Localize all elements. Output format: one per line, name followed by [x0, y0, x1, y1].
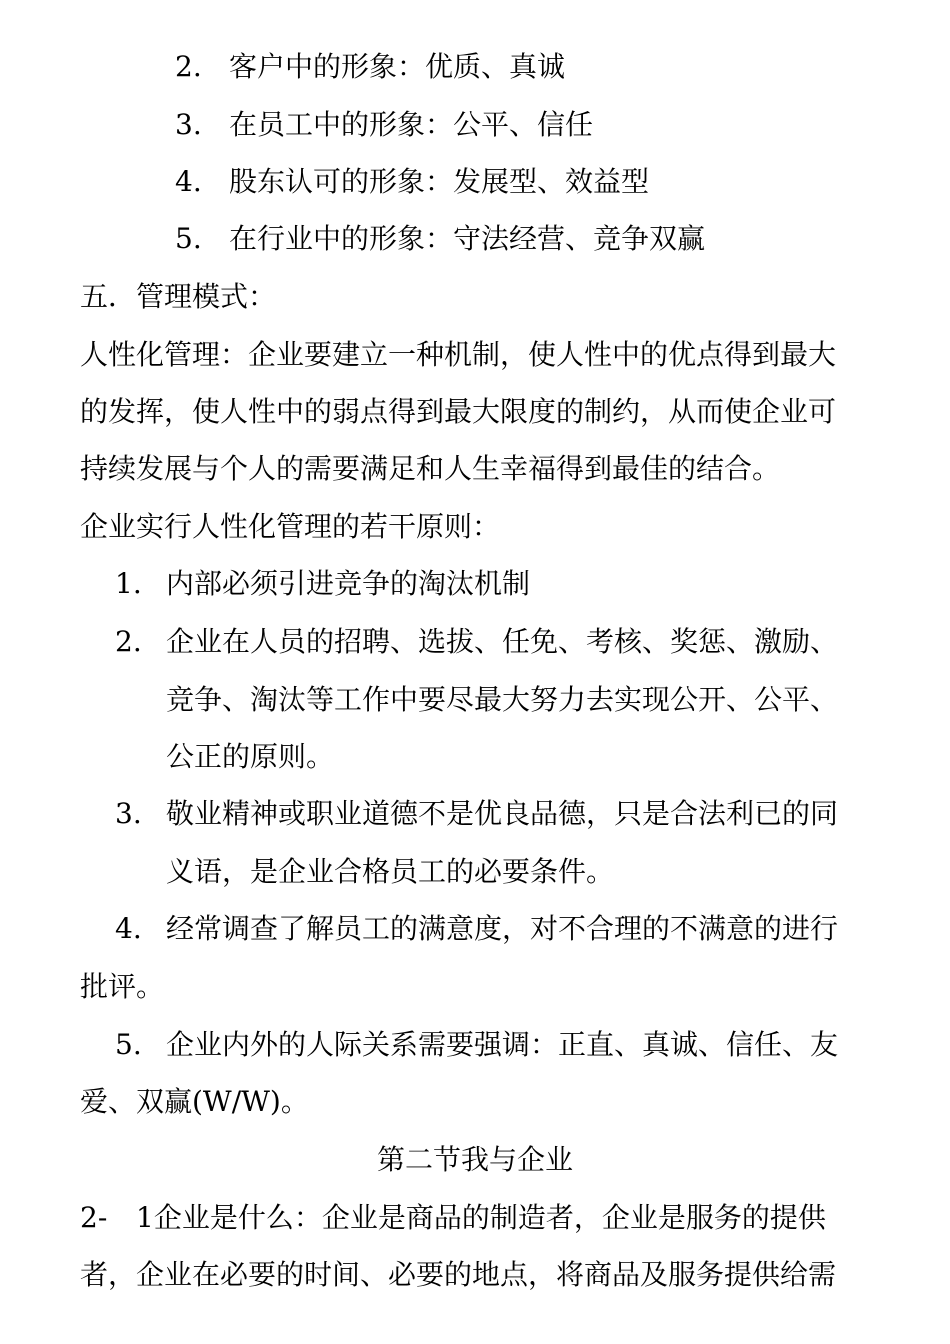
- list-number: 2.: [175, 50, 202, 83]
- principle-continuation: 公正的原则。: [166, 740, 335, 773]
- principles-heading: 企业实行人性化管理的若干原则：: [80, 510, 501, 543]
- list-text: 内部必须引进竞争的淘汰机制: [166, 567, 531, 600]
- paragraph-line: 的发挥，使人性中的弱点得到最大限度的制约，从而使企业可: [80, 395, 837, 428]
- list-number: 2.: [115, 625, 142, 658]
- chapter-title: 第二节我与企业: [376, 1143, 573, 1176]
- list-number: 3.: [175, 108, 202, 141]
- section-heading: 五．管理模式：: [80, 280, 277, 313]
- list-number: 1.: [115, 567, 142, 600]
- definition-text: 1企业是什么：企业是商品的制造者，企业是服务的提供: [136, 1201, 826, 1234]
- definition-number: 2-: [80, 1201, 108, 1234]
- list-text: 企业内外的人际关系需要强调：正直、真诚、信任、友: [166, 1028, 839, 1061]
- principle-continuation: 竞争、淘汰等工作中要尽最大努力去实现公开、公平、: [166, 683, 839, 716]
- paragraph-line: 持续发展与个人的需要满足和人生幸福得到最佳的结合。: [80, 452, 781, 485]
- list-number: 5.: [115, 1028, 142, 1061]
- list-text: 企业在人员的招聘、选拔、任免、考核、奖惩、激励、: [166, 625, 839, 658]
- paragraph-line: 人性化管理：企业要建立一种机制，使人性中的优点得到最大: [80, 338, 837, 371]
- principle-continuation: 爱、双赢(W/W)。: [80, 1085, 309, 1118]
- list-number: 3.: [115, 797, 142, 830]
- list-number: 5.: [175, 222, 202, 255]
- list-text: 客户中的形象：优质、真诚: [229, 50, 566, 83]
- list-text: 在行业中的形象：守法经营、竞争双赢: [229, 222, 706, 255]
- list-text: 敬业精神或职业道德不是优良品德，只是合法利已的同: [166, 797, 839, 830]
- list-number: 4.: [115, 912, 142, 945]
- list-text: 经常调查了解员工的满意度，对不合理的不满意的进行: [166, 912, 839, 945]
- principle-continuation: 义语，是企业合格员工的必要条件。: [166, 855, 615, 888]
- list-text: 在员工中的形象：公平、信任: [229, 108, 594, 141]
- principle-continuation: 批评。: [80, 970, 165, 1003]
- list-number: 4.: [175, 165, 202, 198]
- list-text: 股东认可的形象：发展型、效益型: [229, 165, 650, 198]
- definition-line: 者，企业在必要的时间、必要的地点，将商品及服务提供给需: [80, 1258, 837, 1291]
